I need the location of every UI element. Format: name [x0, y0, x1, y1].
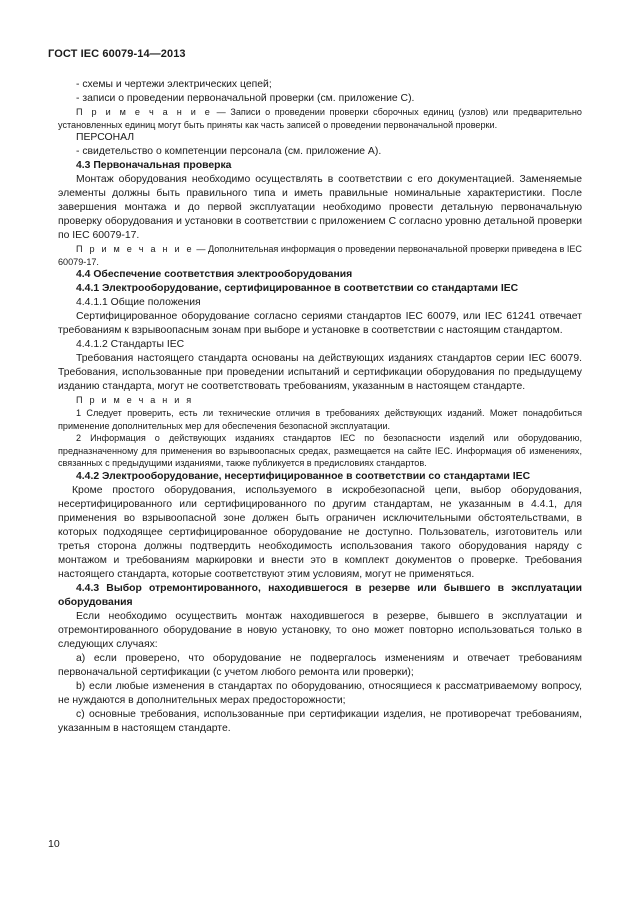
- page-body: [58, 78, 582, 736]
- section-4-4-heading: 4.4 Обеспечение соответствия электрооборудования: [76, 269, 353, 281]
- list-item-a: a) если проверено, что оборудование не подвергалось изменениям и отвечает требованиям первоначальной сертификации (с учетом любого ремонта или проверки);: [58, 652, 582, 678]
- list-item-c: c) основные требования, использованные при сертификации изделия, не противоречат требованиям, указанным в настоящем стандарте.: [58, 708, 582, 734]
- note-text: — Дополнительная информация о проведении первоначальной проверки приведена в IEC 60079-17.: [58, 244, 582, 267]
- document-header: ГОСТ IEC 60079-14—2013: [48, 48, 186, 60]
- page-number: 10: [48, 838, 60, 850]
- section-4-4-1-2-paragraph: Требования настоящего стандарта основаны на действующих изданиях стандартов серии IEC 60079. Требования, использованные при проведении испытаний и сертификации оборудования по предыдущему изданию стандарта, могут не соответствовать требованиям, указанным в настоящем стандарте.: [58, 353, 582, 393]
- section-4-4-3-heading: 4.4.3 Выбор отремонтированного, находившегося в резерве или бывшего в эксплуатации оборудования: [58, 582, 582, 608]
- list-item-b: b) если любые изменения в стандартах по оборудованию, относящиеся к рассматриваемому вопросу, не нуждаются в дополнительных мерах предосторожности;: [58, 680, 582, 706]
- section-4-3-note: [58, 243, 582, 268]
- note-text: — Записи о проведении проверки сборочных единиц (узлов) или предварительно установленных единиц могут быть приняты как часть записей о проведении первоначальной проверки.: [58, 107, 582, 130]
- section-4-3-paragraph: Монтаж оборудования необходимо осуществлять в соответствии с его документацией. Заменяемые элементы должны быть правильного типа и иметь правильные номинальные характеристики. После завершения монтажа и до первой эксплуатации необходимо провести детальную первоначальную проверку оборудования и установки в соответствии с приложением C согласно уровню детальной проверки по IEC 60079-17.: [58, 174, 582, 242]
- note-label: П р и м е ч а н и е: [76, 107, 213, 117]
- section-4-4-3-paragraph: Если необходимо осуществить монтаж находившегося в резерве, бывшего в эксплуатации и отремонтированного оборудование в новую установку, то оно может повторно использоваться только в следующих случаях:: [58, 610, 582, 650]
- section-4-4-2-heading: 4.4.2 Электрооборудование, несертифицированное в соответствии со стандартами IEC: [76, 470, 531, 482]
- personnel-heading: ПЕРСОНАЛ: [76, 132, 135, 144]
- notes-label: П р и м е ч а н и я: [76, 395, 194, 406]
- note-label: П р и м е ч а н и е: [76, 244, 194, 255]
- section-4-4-1-2-heading: 4.4.1.2 Стандарты IEC: [76, 339, 185, 351]
- list-item-personnel-competence: - свидетельство о компетенции персонала (см. приложение A).: [76, 146, 382, 158]
- section-4-4-1-heading: 4.4.1 Электрооборудование, сертифицированное в соответствии со стандартами IEC: [76, 283, 519, 295]
- note-2: 2 Информация о действующих изданиях стандартов IEC по безопасности изделий или оборудованию, предназначенному для применения во взрывоопасных средах, размещается на сайте IEC. Информация об изменениях, связанных с предыдущими изданиями, также публикуется в предисловиях стандартов.: [58, 433, 582, 469]
- list-item-initial-inspection-records: - записи о проведении первоначальной проверки (см. приложение C).: [76, 93, 415, 104]
- section-4-3-heading: 4.3 Первоначальная проверка: [76, 160, 232, 172]
- list-item-schemes: - схемы и чертежи электрических цепей;: [76, 79, 272, 90]
- section-4-4-1-1-paragraph: Сертифицированное оборудование согласно сериями стандартов IEC 60079, или IEC 61241 отвечает требованиям к взрывоопасным зонам при выборе и установке в соответствии с настоящим стандартом.: [58, 311, 582, 337]
- section-4-4-2-paragraph: Кроме простого оборудования, используемого в искробезопасной цепи, выбор оборудования, несертифицированного или сертифицированного по другим стандартам, не указанным в 4.4.1, для применения во взрывоопасной зоне должен быть ограничен исключительными обстоятельствами, в которых подходящее сертифицированное оборудование не доступно. Пользователь, изготовитель или третья сторона должны подтвердить необходимость использования такого оборудования наряду с монтажом и требованиям маркировки и внести это в комплект документов о проверке. Требования настоящего стандарта, которые соответствуют этим условиям, могут не применяться.: [58, 484, 582, 580]
- note-records: [58, 106, 582, 131]
- section-4-4-1-1-heading: 4.4.1.1 Общие положения: [76, 297, 201, 309]
- note-1: 1 Следует проверить, есть ли технические отличия в требованиях действующих изданий. Может понадобиться применение дополнительных мер для обеспечения безопасной эксплуатации.: [58, 407, 582, 431]
